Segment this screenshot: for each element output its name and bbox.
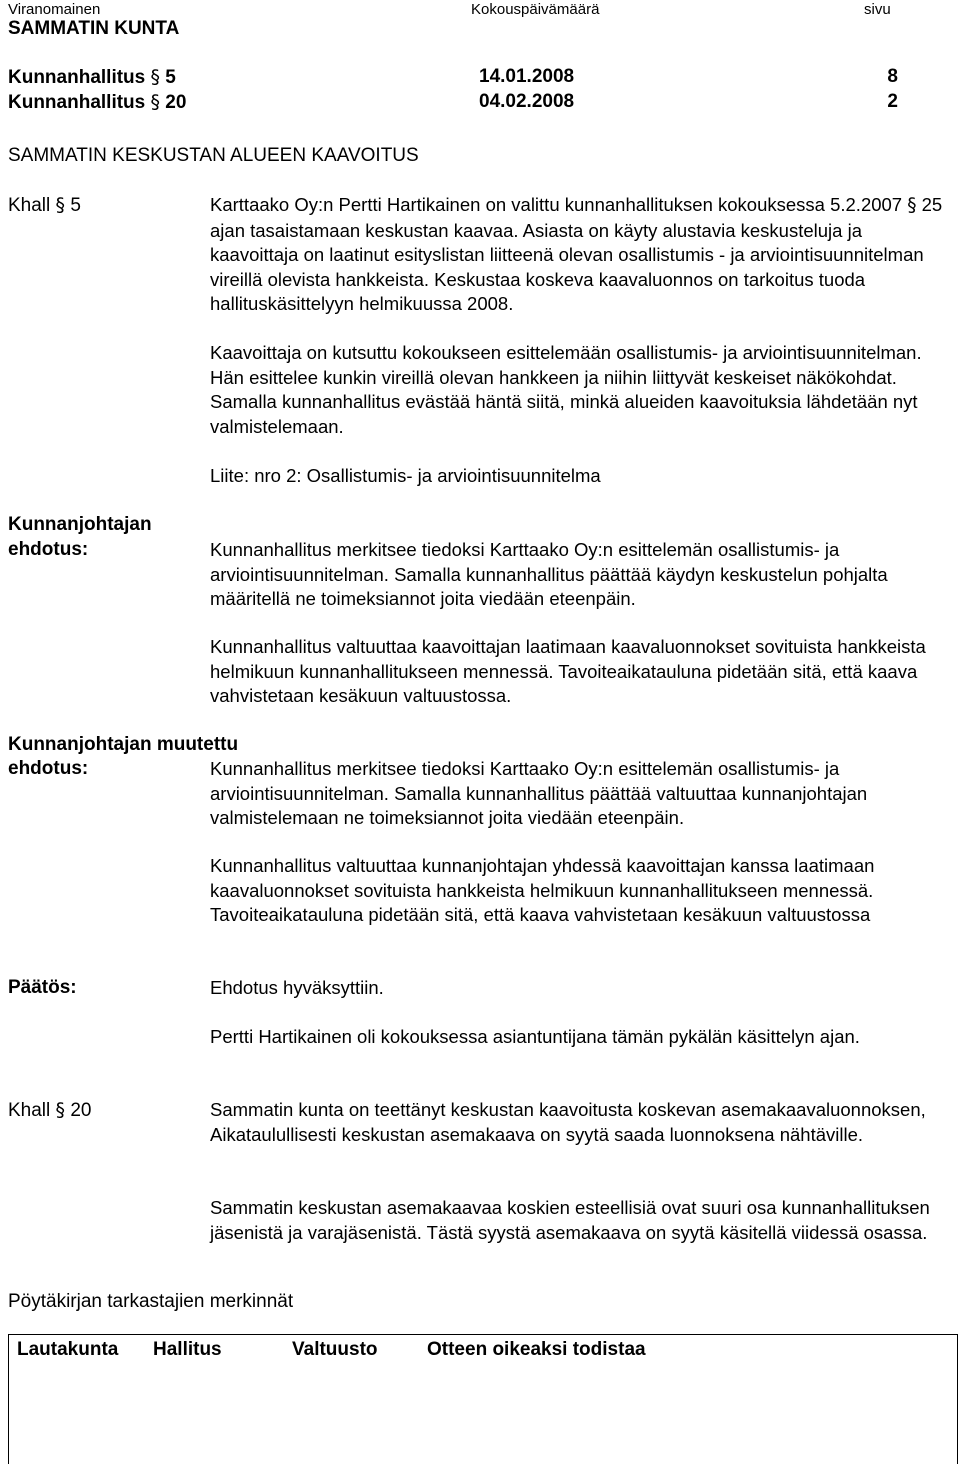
header-date-label: Kokouspäivämäärä bbox=[471, 1, 600, 18]
signature-column-government: Hallitus bbox=[153, 1339, 222, 1360]
amended-paragraph-2: Kunnanhallitus valtuuttaa kunnanjohtajan yhdessä kaavoittajan kanssa laatimaan kaavaluonnokset sovituista hankkeista helmikuun kunnanhallitukseen mennessä. Tavoiteaikatauluna pidetään sitä, että kaava vahvistetaan kesäkuun valtuustossa bbox=[210, 855, 875, 925]
proposal-label-line2: ehdotus: bbox=[8, 539, 89, 560]
meeting-date: 14.01.2008 bbox=[479, 66, 575, 87]
document-title: SAMMATIN KESKUSTAN ALUEEN KAAVOITUS bbox=[8, 145, 419, 166]
khall20-label: Khall § 20 bbox=[8, 1099, 92, 1121]
proposal-paragraph-1: Kunnanhallitus merkitsee tiedoksi Karttaako Oy:n esittelemän osallistumis- ja arviointisuunnitelman. Samalla kunnanhallitus päättää käydyn keskustelun pohjalta määritellä ne toimeksiannot joita viedään eteenpäin. bbox=[210, 539, 888, 609]
proposal-paragraph-2: Kunnanhallitus valtuuttaa kaavoittajan laatimaan kaavaluonnokset sovituista hankkeista helmikuun kunnanhallitukseen mennessä. Tavoiteaikatauluna pidetään sitä, että kaava vahvistetaan kesäkuun valtuustossa. bbox=[210, 636, 926, 706]
amended-label-line1: Kunnanjohtajan muutettu bbox=[8, 734, 239, 755]
attachment-note: Liite: nro 2: Osallistumis- ja arviointisuunnitelma bbox=[210, 465, 601, 486]
decision-label: Päätös: bbox=[8, 977, 77, 998]
footer-label: Pöytäkirjan tarkastajien merkinnät bbox=[8, 1291, 294, 1312]
meeting-page: 8 bbox=[887, 66, 898, 87]
header-page-label: sivu bbox=[864, 1, 891, 18]
amended-paragraph-1: Kunnanhallitus merkitsee tiedoksi Karttaako Oy:n esittelemän osallistumis- ja arviointisuunnitelman. Samalla kunnanhallitus päättää valtuuttaa kunnanjohtajan valmistelemaan ne toimeksiannot joita viedään eteenpäin. bbox=[210, 758, 868, 828]
decision-paragraph-2: Pertti Hartikainen oli kokouksessa asiantuntijana tämän pykälän käsittelyn ajan. bbox=[210, 1026, 860, 1047]
amended-label-line2: ehdotus: bbox=[8, 758, 89, 779]
signature-column-board: Lautakunta bbox=[17, 1339, 119, 1360]
meeting-body: Kunnanhallitus § 20 bbox=[8, 91, 187, 113]
organization-name: SAMMATIN KUNTA bbox=[8, 18, 180, 39]
proposal-label-line1: Kunnanjohtajan bbox=[8, 514, 152, 535]
khall20-paragraph-2: Sammatin keskustan asemakaavaa koskien esteellisiä ovat suuri osa kunnanhallituksen jäsenistä ja varajäsenistä. Tästä syystä asemakaava on syytä käsitellä viidessä osassa. bbox=[210, 1197, 930, 1243]
header-authority-label: Viranomainen bbox=[8, 1, 101, 18]
khall5-label: Khall § 5 bbox=[8, 194, 81, 216]
khall5-paragraph-2: Kaavoittaja on kutsuttu kokoukseen esittelemään osallistumis- ja arviointisuunnitelman. Hän esittelee kunkin vireillä olevan hankkeen ja niihin liittyvät keskeiset näkökohdat. Samalla kunnanhallitus evästää häntä siitä, minkä alueiden kaavoituksia lähdetään nyt valmistelemaan. bbox=[210, 342, 922, 437]
khall5-paragraph-1: Karttaako Oy:n Pertti Hartikainen on valittu kunnanhallituksen kokouksessa 5.2.2007 § 25 ajan tasaistamaan keskustan kaavaa. Asiasta on käyty alustavia keskusteluja ja kaavoittaja on laatinut esityslistan liitteenä olevan osallistumis - ja arviointisuunnitelman vireillä olevista hankkeista. Keskustaa koskeva kaavaluonnos on tarkoitus tuoda hallituskäsittelyyn helmikuussa 2008. bbox=[210, 194, 943, 314]
signature-column-council: Valtuusto bbox=[292, 1339, 378, 1360]
meeting-page: 2 bbox=[887, 91, 898, 112]
khall20-paragraph-1: Sammatin kunta on teettänyt keskustan kaavoitusta koskevan asemakaavaluonnoksen, Aikataulullisesti keskustan asemakaava on syytä saada luonnoksena nähtäville. bbox=[210, 1099, 926, 1145]
meeting-date: 04.02.2008 bbox=[479, 91, 575, 112]
decision-paragraph-1: Ehdotus hyväksyttiin. bbox=[210, 977, 384, 998]
signature-table bbox=[8, 1334, 958, 1464]
meeting-row bbox=[8, 91, 898, 115]
meeting-body: Kunnanhallitus § 5 bbox=[8, 66, 176, 88]
meeting-row bbox=[8, 66, 898, 90]
signature-column-certified: Otteen oikeaksi todistaa bbox=[427, 1339, 646, 1360]
